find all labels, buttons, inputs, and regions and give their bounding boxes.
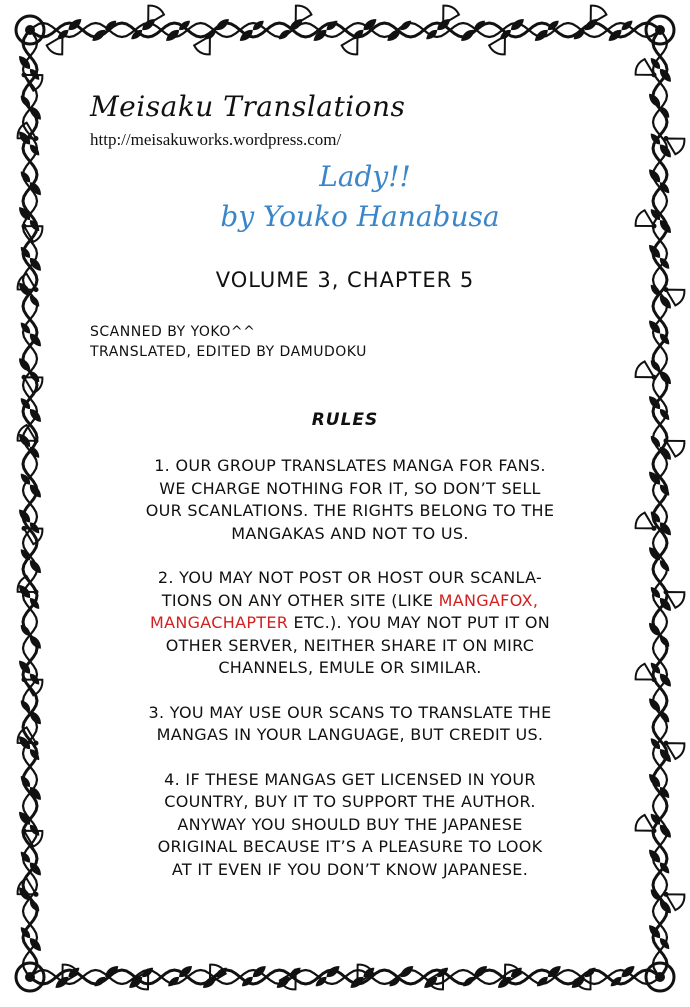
- rule-line: 3. YOU MAY USE OUR SCANS TO TRANSLATE THE: [148, 702, 552, 722]
- rule-line: [80, 590, 620, 613]
- rule-line: ANYWAY YOU SHOULD BUY THE JAPANESE: [177, 814, 523, 834]
- scan-credit: SCANNED BY YOKO^^: [90, 324, 256, 340]
- rule-line: COUNTRY, BUY IT TO SUPPORT THE AUTHOR.: [164, 792, 536, 811]
- rule-text: TIONS ON ANY OTHER SITE (LIKE: [161, 590, 439, 610]
- chapter-heading: VOLUME 3, CHAPTER 5: [215, 268, 475, 292]
- rules-heading: RULES: [311, 410, 379, 430]
- rule-line: WE CHARGE NOTHING FOR IT, SO DON’T SELL: [159, 478, 541, 498]
- rule-line: 1. OUR GROUP TRANSLATES MANGA FOR FANS.: [154, 456, 546, 475]
- rule-4: [80, 769, 620, 882]
- credits: [90, 322, 367, 362]
- rule-line: 4. IF THESE MANGAS GET LICENSED IN YOUR: [164, 769, 536, 789]
- rule-3: [80, 702, 620, 747]
- rule-line: 2. YOU MAY NOT POST OR HOST OUR SCANLA-: [157, 568, 543, 587]
- rule-line: AT IT EVEN IF YOU DON’T KNOW JAPANESE.: [171, 859, 529, 879]
- page-content: [60, 70, 630, 940]
- series-author: by Youko Hanabusa: [220, 200, 500, 233]
- rule-line: [80, 612, 620, 635]
- rule-line: OTHER SERVER, NEITHER SHARE IT ON MIRC: [165, 635, 535, 655]
- rule-line: OUR SCANLATIONS. THE RIGHTS BELONG TO THE: [145, 501, 555, 520]
- group-url[interactable]: http://meisakuworks.wordpress.com/: [90, 130, 342, 149]
- site-name-mangafox: MANGAFOX,: [438, 590, 539, 610]
- site-name-mangachapter: MANGACHAPTER: [149, 613, 289, 632]
- rule-line: CHANNELS, EMULE OR SIMILAR.: [218, 658, 482, 677]
- rule-line: ORIGINAL BECAUSE IT’S A PLEASURE TO LOOK: [157, 837, 543, 856]
- rule-text: ETC.). YOU MAY NOT PUT IT ON: [288, 613, 551, 632]
- rule-line: MANGAS IN YOUR LANGUAGE, BUT CREDIT US.: [156, 725, 544, 744]
- rule-line: MANGAKAS AND NOT TO US.: [231, 523, 469, 543]
- translate-credit: TRANSLATED, EDITED BY DAMUDOKU: [90, 344, 367, 360]
- rules-list: [80, 455, 620, 903]
- series-title: Lady!!: [319, 160, 411, 193]
- rule-1: [80, 455, 620, 545]
- rule-2: [80, 567, 620, 680]
- group-name: Meisaku Translations: [90, 90, 406, 123]
